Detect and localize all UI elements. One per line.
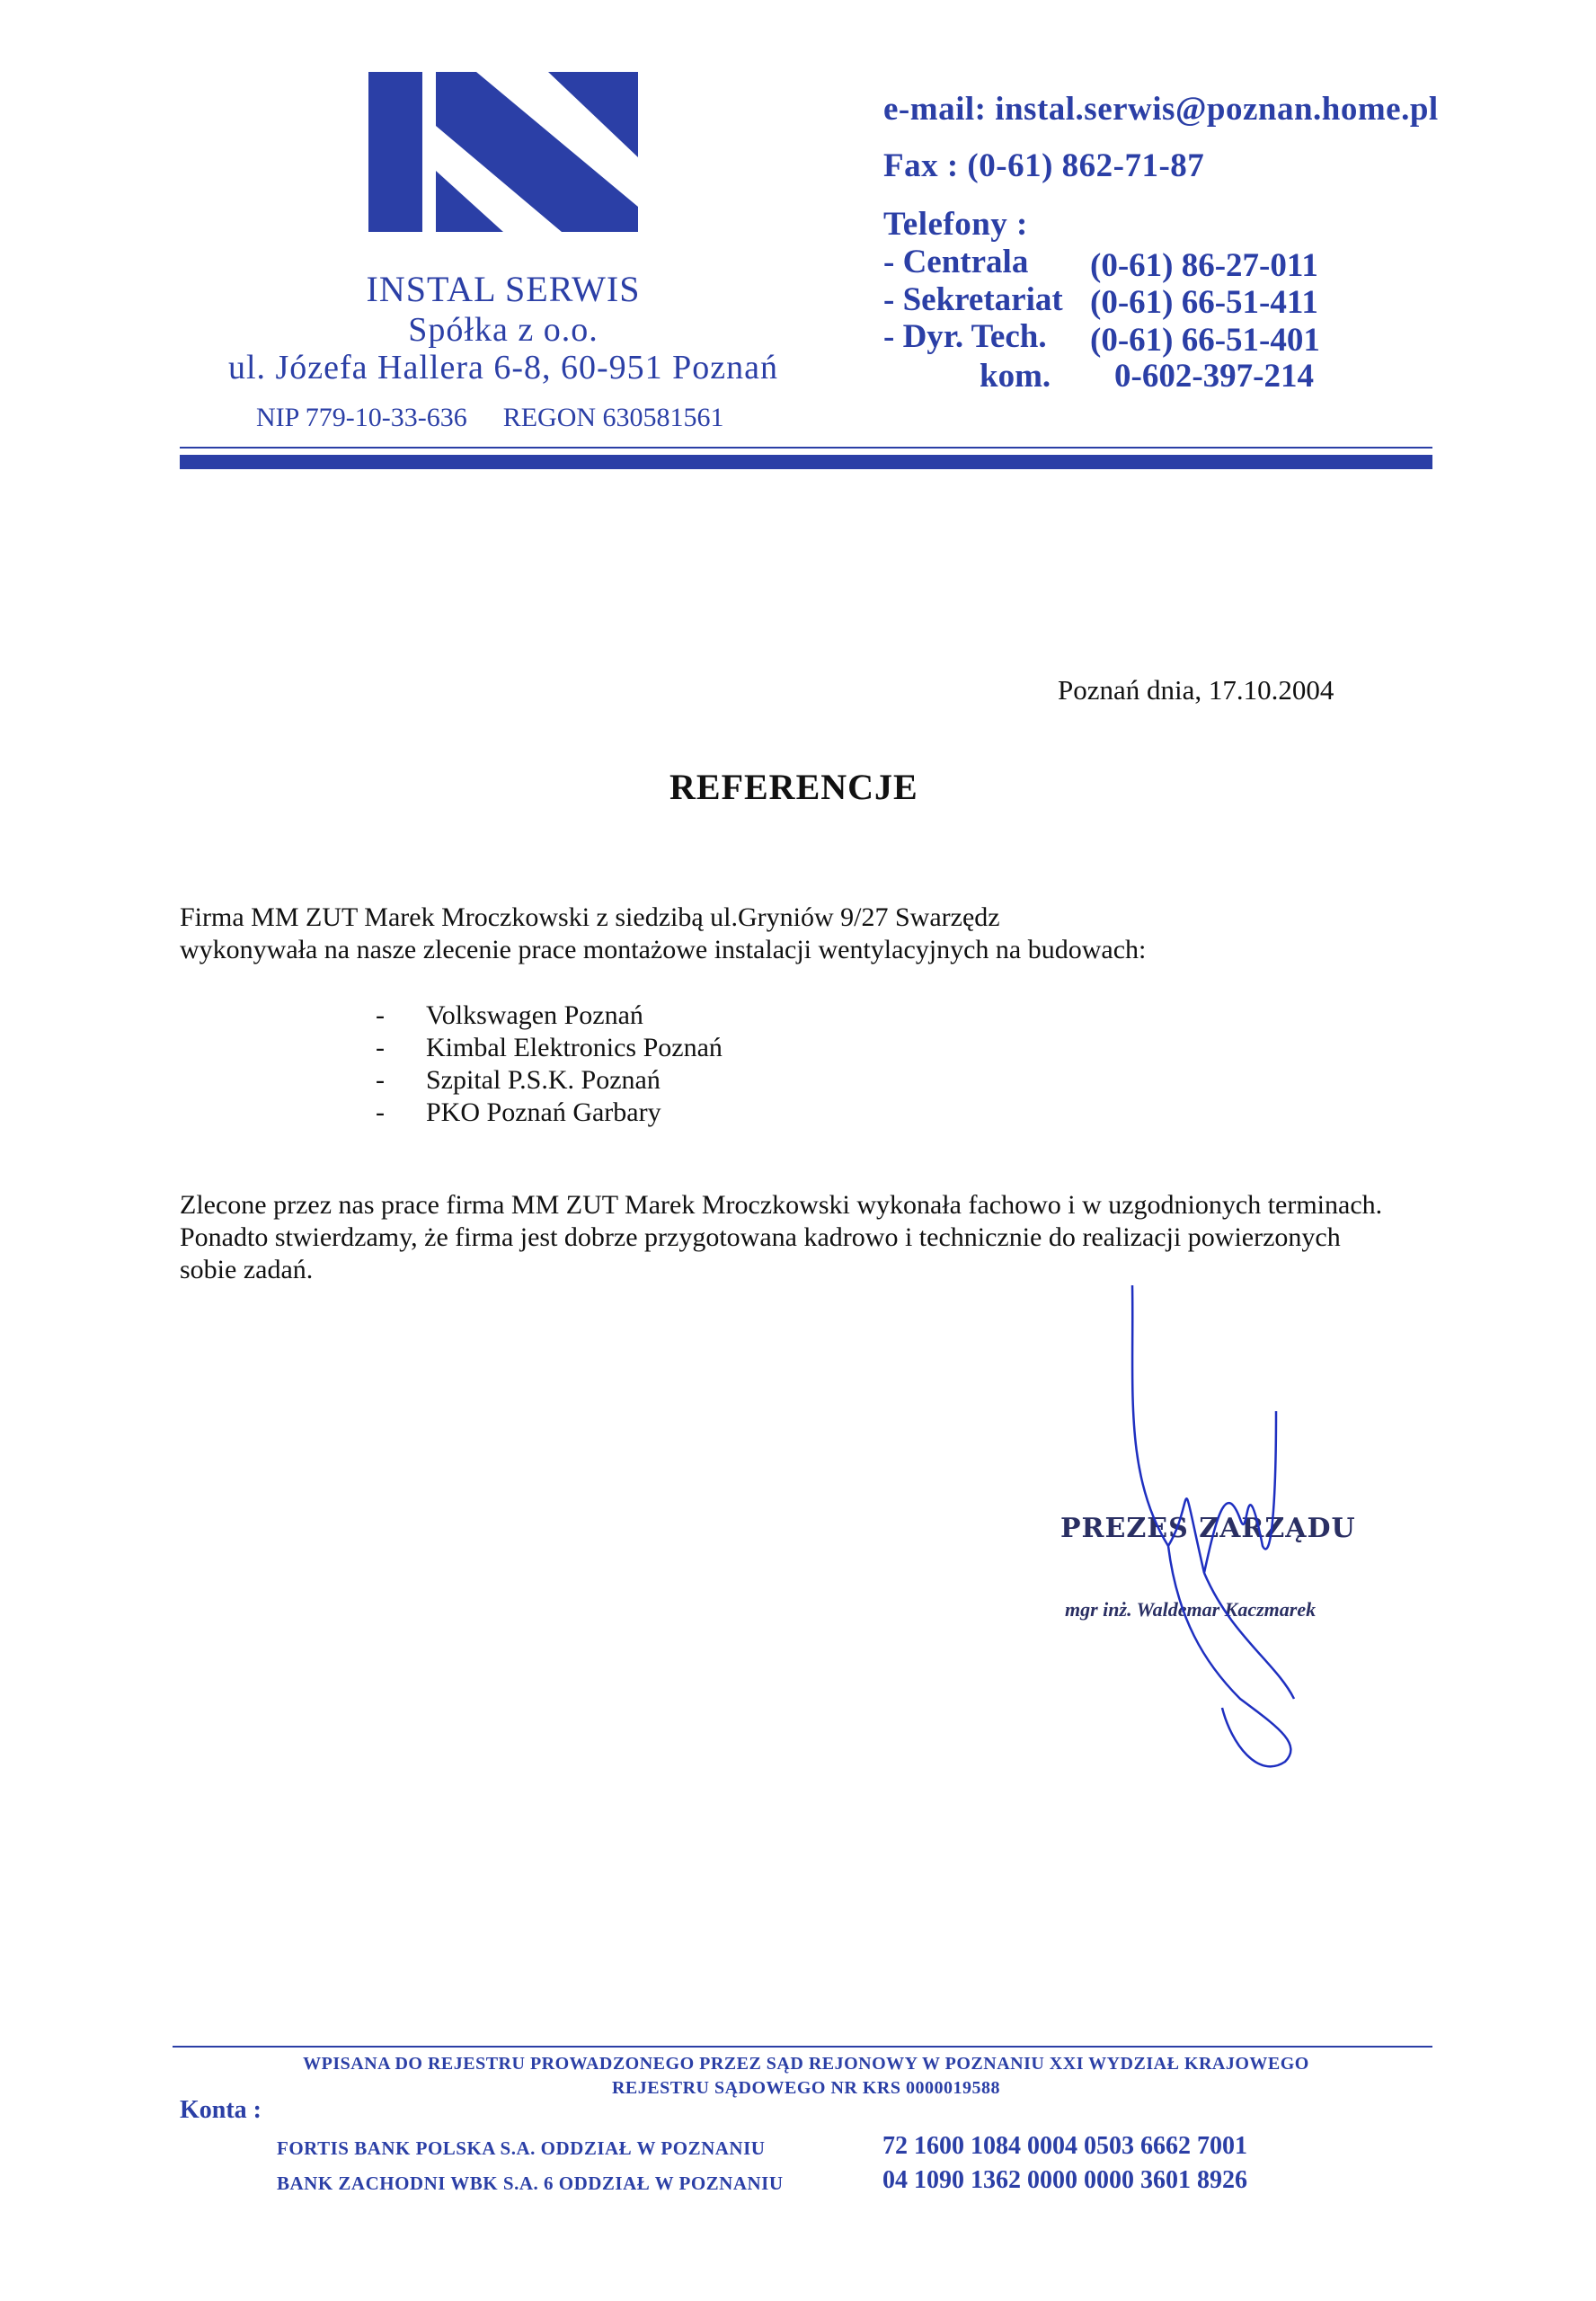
- site-name: PKO Poznań Garbary: [426, 1097, 661, 1127]
- tax-ids: [256, 403, 760, 433]
- bank-account-number: 04 1090 1362 0000 0000 3601 8926: [882, 2166, 1247, 2194]
- stamp-name: mgr inż. Waldemar Kaczmarek: [1065, 1598, 1317, 1621]
- letter-date: Poznań dnia, 17.10.2004: [1058, 674, 1334, 706]
- intro-paragraph: [180, 902, 1146, 966]
- closing-line: sobie zadań.: [180, 1255, 314, 1284]
- closing-line: Ponadto stwierdzamy, że firma jest dobrze przygotowana kadrowo i technicznie do realizacji powierzonych: [180, 1222, 1341, 1252]
- registry-line: REJESTRU SĄDOWEGO NR KRS 0000019588: [611, 2078, 1000, 2098]
- list-item: - Kimbal Elektronics Poznań: [376, 1033, 723, 1062]
- list-item: - PKO Poznań Garbary: [376, 1097, 661, 1127]
- handwritten-signature: [1069, 1276, 1357, 1780]
- header-rule-thick: [180, 455, 1432, 469]
- sites-list: [376, 999, 723, 1129]
- phone-label-centrala: - Centrala: [883, 244, 1029, 280]
- phone-number-kom: 0-602-397-214: [1114, 358, 1314, 395]
- nip-number: NIP 779-10-33-636: [256, 403, 467, 432]
- phone-label-sekretariat: - Sekretariat: [883, 281, 1063, 318]
- company-logo: [368, 72, 638, 232]
- company-name: INSTAL SERWIS: [366, 269, 641, 309]
- bank-account-number: 72 1600 1084 0004 0503 6662 7001: [882, 2132, 1247, 2160]
- company-address: ul. Józefa Hallera 6-8, 60-951 Poznań: [227, 349, 779, 386]
- email-line: e-mail: instal.serwis@poznan.home.pl: [883, 91, 1439, 128]
- site-name: Volkswagen Poznań: [426, 1000, 643, 1030]
- closing-paragraph: [180, 1189, 1382, 1286]
- list-item: - Volkswagen Poznań: [376, 1000, 643, 1030]
- phone-number-centrala: (0-61) 86-27-011: [1090, 247, 1318, 284]
- company-type: Spółka z o.o.: [408, 311, 598, 349]
- site-name: Szpital P.S.K. Poznań: [426, 1065, 661, 1095]
- phones-heading: Telefony :: [883, 206, 1028, 243]
- bank-name: FORTIS BANK POLSKA S.A. ODDZIAŁ W POZNANIU: [277, 2137, 766, 2159]
- phone-label-dyr-tech: - Dyr. Tech.: [883, 318, 1047, 355]
- fax-line: Fax : (0-61) 862-71-87: [883, 147, 1205, 184]
- phone-number-dyr-tech: (0-61) 66-51-401: [1090, 322, 1320, 359]
- intro-line: wykonywała na nasze zlecenie prace montażowe instalacji wentylacyjnych na budowach:: [180, 935, 1147, 964]
- letter-title: REFERENCJE: [669, 767, 918, 807]
- phone-number-sekretariat: (0-61) 66-51-411: [1090, 284, 1318, 321]
- bank-name: BANK ZACHODNI WBK S.A. 6 ODDZIAŁ W POZNANIU: [277, 2172, 784, 2194]
- stamp-title: PREZES ZARZĄDU: [1060, 1513, 1356, 1544]
- site-name: Kimbal Elektronics Poznań: [426, 1033, 723, 1062]
- closing-line: Zlecone przez nas prace firma MM ZUT Marek Mroczkowski wykonała fachowo i w uzgodnionych terminach.: [180, 1190, 1383, 1220]
- registry-line: WPISANA DO REJESTRU PROWADZONEGO PRZEZ SĄD REJONOWY W POZNANIU XXI WYDZIAŁ KRAJOWEGO: [303, 2054, 1309, 2074]
- list-item: - Szpital P.S.K. Poznań: [376, 1065, 661, 1095]
- footer-rule: [173, 2046, 1432, 2048]
- intro-line: Firma MM ZUT Marek Mroczkowski z siedzibą ul.Gryniów 9/27 Swarzędz: [180, 902, 1000, 932]
- phone-label-kom: kom.: [980, 358, 1051, 395]
- regon-number: REGON 630581561: [502, 403, 724, 432]
- header-rule-thin: [180, 447, 1432, 449]
- accounts-label: Konta :: [180, 2096, 262, 2124]
